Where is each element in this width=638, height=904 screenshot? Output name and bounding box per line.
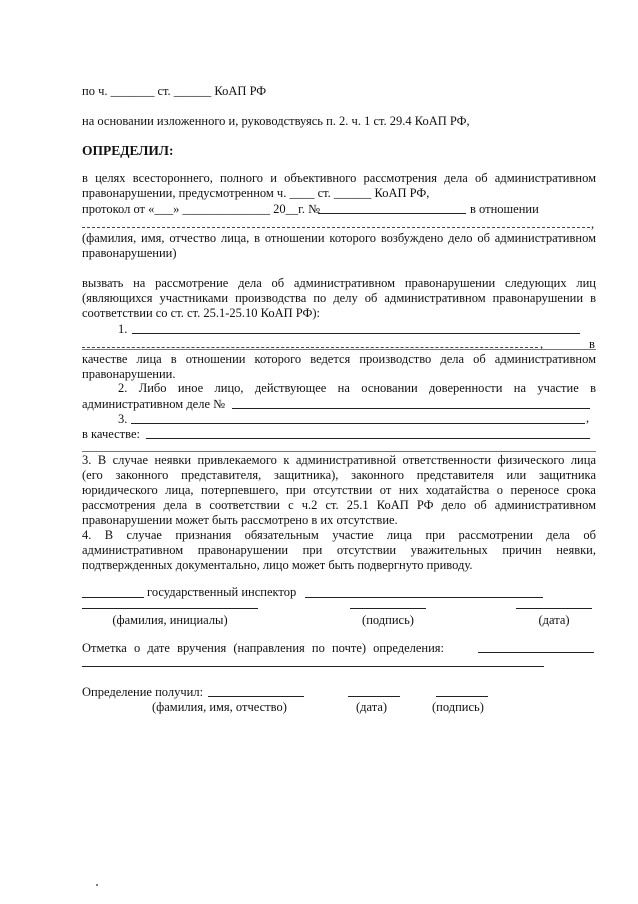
protocol-number-blank <box>318 213 466 214</box>
delivery-blank-2 <box>82 666 544 667</box>
intro-line-2: правонарушении, предусмотренном ч. ____ ст. ______ КоАП РФ, <box>82 186 430 200</box>
participant-2-line-1: 2. Либо иное лицо, действующее на основании доверенности на участие в <box>118 381 596 395</box>
delivery-label: Отметка о дате вручения (направления по почте) определения: <box>82 641 445 655</box>
received-label: Определение получил: <box>82 685 204 699</box>
capacity-label: в качестве: <box>82 427 140 441</box>
received-caption-date: (дата) <box>356 700 388 714</box>
offender-trailing-comma: , <box>591 217 595 231</box>
participant-1-in: в <box>589 337 595 351</box>
participant-3-blank <box>131 423 585 424</box>
note-4-line-1: 4. В случае признания обязательным участие лица при рассмотрении дела об <box>82 528 596 542</box>
participant-3-number: 3. <box>118 412 128 426</box>
note-4-line-3: подтвержденных документально, лицо может быть подвергнуто приводу. <box>82 558 473 572</box>
scan-speck <box>96 884 98 886</box>
offender-name-blank <box>82 227 590 228</box>
date-blank <box>516 608 592 609</box>
received-caption-signature: (подпись) <box>432 700 484 714</box>
received-name-blank <box>208 696 304 697</box>
participant-3-comma: , <box>586 411 590 425</box>
case-number-blank <box>232 408 590 409</box>
inspector-rank-blank <box>82 597 144 598</box>
article-reference-line: по ч. _______ ст. ______ КоАП РФ <box>82 84 267 98</box>
name-blank <box>82 608 258 609</box>
summon-line-2: (являющихся участниками производства по делу об административном правонарушении в <box>82 291 596 305</box>
inspector-title: государственный инспектор <box>147 585 297 599</box>
participant-1-role-2: правонарушении. <box>82 367 176 381</box>
participant-1-comma: , <box>540 337 544 351</box>
caption-name: (фамилия, инициалы) <box>112 613 228 627</box>
caption-date: (дата) <box>538 613 570 627</box>
summon-line-1: вызвать на рассмотрение дела об административном правонарушении следующих лиц <box>82 276 596 290</box>
participant-2-line-2: административном деле № <box>82 397 226 411</box>
note-3-line-4: рассмотрения дела в соответствии с ч.2 ст. 25.1 КоАП РФ дело об административном <box>82 498 596 512</box>
received-signature-blank <box>436 696 488 697</box>
received-caption-name: (фамилия, имя, отчество) <box>152 700 287 714</box>
note-4-line-2: административном правонарушении при отсутствии уважительных причин неявки, <box>82 543 596 557</box>
inspector-name-blank <box>305 597 543 598</box>
summon-line-3: соответствии со ст. ст. 25.1-25.10 КоАП РФ): <box>82 306 321 320</box>
protocol-in-respect-of: в отношении <box>470 202 539 216</box>
caption-signature: (подпись) <box>362 613 414 627</box>
participant-1-rule <box>82 349 596 350</box>
protocol-line: протокол от «___» ______________ 20__г. № <box>82 202 321 216</box>
legal-basis-line: на основании изложенного и, руководствуясь п. 2. ч. 1 ст. 29.4 КоАП РФ, <box>82 114 470 128</box>
received-date-blank <box>348 696 400 697</box>
intro-line-1: в целях всестороннего, полного и объективного рассмотрения дела об административном <box>82 171 596 185</box>
note-3-line-3: юридического лица, потерпевшего, при отсутствии от них ходатайства о переносе срока <box>82 483 596 497</box>
participant-1-blank-2 <box>82 347 538 348</box>
delivery-blank <box>478 652 594 653</box>
note-3-line-5: правонарушении может быть рассмотрено в их отсутствие. <box>82 513 398 527</box>
note-3-line-2: (его законного представителя, защитника), законного представителя или защитника <box>82 468 596 482</box>
participant-1-blank <box>132 333 580 334</box>
participant-1-number: 1. <box>118 322 128 336</box>
signature-blank <box>350 608 426 609</box>
note-3-line-1: 3. В случае неявки привлекаемого к административной ответственности физического лица <box>82 453 596 467</box>
offender-caption-2: правонарушении) <box>82 246 177 260</box>
participant-1-role-1: качестве лица в отношении которого ведется производство дела об административном <box>82 352 596 366</box>
decision-heading: ОПРЕДЕЛИЛ: <box>82 143 174 158</box>
capacity-blank <box>146 438 590 439</box>
offender-caption-1: (фамилия, имя, отчество лица, в отношении которого возбуждено дело об административном <box>82 231 596 245</box>
